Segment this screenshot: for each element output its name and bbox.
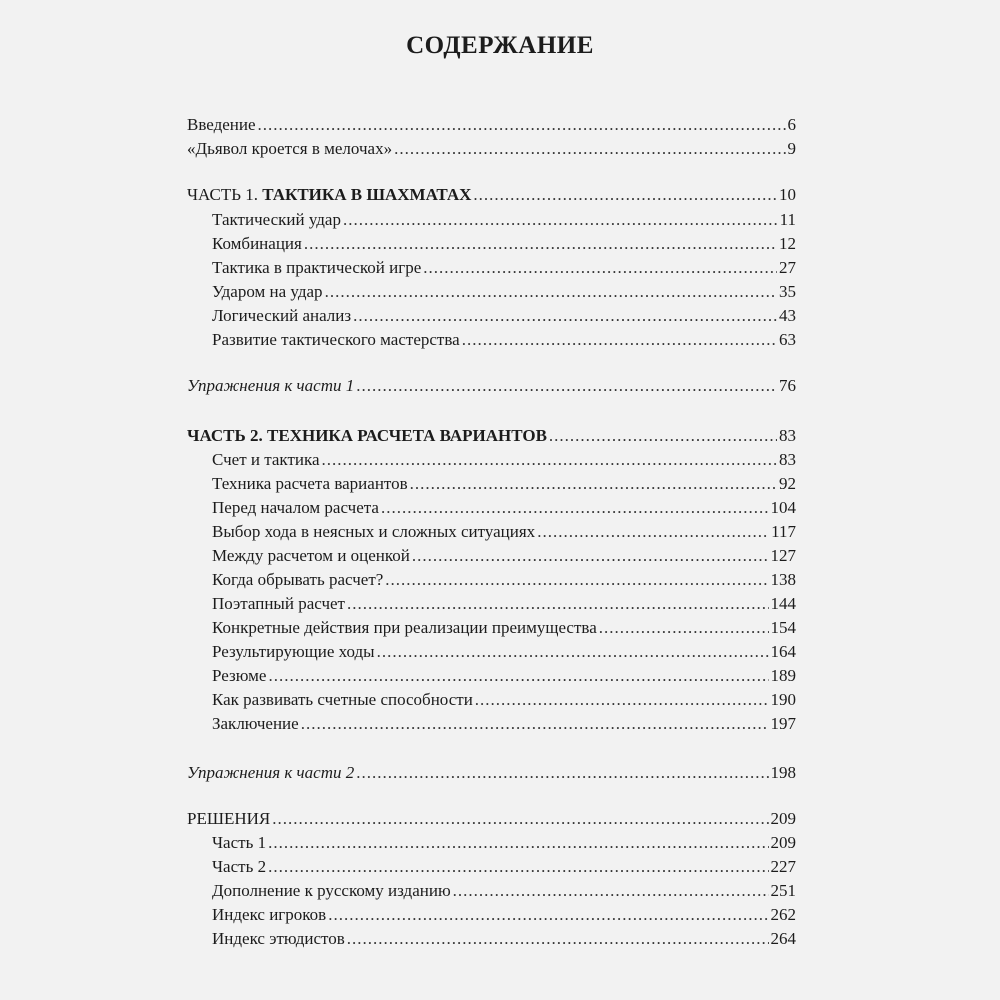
toc-entry-page: 189 bbox=[770, 666, 796, 685]
toc-entry[interactable] bbox=[212, 473, 796, 495]
leader-dots bbox=[475, 689, 769, 711]
toc-entry-label: «Дьявол кроется в мелочах» bbox=[187, 139, 393, 158]
toc-entry[interactable] bbox=[212, 209, 796, 231]
toc-entry-page: 251 bbox=[770, 881, 796, 900]
toc-entry-page: 117 bbox=[771, 522, 796, 541]
leader-dots bbox=[322, 449, 777, 471]
leader-dots bbox=[537, 521, 769, 543]
toc-entry-label: Перед началом расчета bbox=[212, 498, 379, 517]
toc-entry-label: Конкретные действия при реализации преимущества bbox=[212, 618, 597, 637]
toc-entry-label: РЕШЕНИЯ bbox=[187, 809, 271, 828]
toc-entry[interactable] bbox=[212, 257, 796, 279]
toc-entry[interactable] bbox=[212, 305, 796, 327]
leader-dots bbox=[343, 209, 778, 231]
leader-dots bbox=[258, 114, 786, 136]
leader-dots bbox=[272, 808, 768, 830]
leader-dots bbox=[462, 329, 777, 351]
toc-entry-label: Между расчетом и оценкой bbox=[212, 546, 410, 565]
toc-entry-page: 27 bbox=[779, 258, 796, 277]
toc-entry-label: Счет и тактика bbox=[212, 450, 320, 469]
leader-dots bbox=[356, 762, 768, 784]
toc-entry-label: Заключение bbox=[212, 714, 299, 733]
leader-dots bbox=[377, 641, 769, 663]
leader-dots bbox=[599, 617, 769, 639]
toc-entry-label: Ударом на удар bbox=[212, 282, 323, 301]
toc-solutions[interactable] bbox=[187, 808, 796, 830]
toc-entry-label: Дополнение к русскому изданию bbox=[212, 881, 451, 900]
toc-entry-page: 197 bbox=[770, 714, 796, 733]
toc-entry-introduction[interactable] bbox=[187, 114, 796, 136]
toc-entry[interactable] bbox=[212, 713, 796, 735]
toc-entry[interactable] bbox=[212, 880, 796, 902]
toc-entry-page: 190 bbox=[770, 690, 796, 709]
toc-part-2[interactable] bbox=[187, 425, 796, 447]
toc-entry-page: 10 bbox=[779, 185, 796, 204]
toc-entry[interactable] bbox=[212, 497, 796, 519]
leader-dots bbox=[549, 425, 777, 447]
page-title: СОДЕРЖАНИЕ bbox=[406, 32, 594, 59]
leader-dots bbox=[304, 233, 777, 255]
toc-entry-label: Результирующие ходы bbox=[212, 642, 375, 661]
toc-entry-page: 209 bbox=[770, 833, 796, 852]
toc-entry-page: 262 bbox=[770, 905, 796, 924]
leader-dots bbox=[410, 473, 777, 495]
toc-entry-page: 76 bbox=[779, 376, 796, 395]
toc-exercises-part-2[interactable] bbox=[187, 762, 796, 784]
toc-entry-page: 12 bbox=[779, 234, 796, 253]
leader-dots bbox=[325, 281, 777, 303]
leader-dots bbox=[394, 138, 785, 160]
toc-entry-label: Упражнения к части 1 bbox=[187, 376, 355, 395]
toc-entry-page: 198 bbox=[770, 763, 796, 782]
leader-dots bbox=[301, 713, 769, 735]
toc-entry-page: 264 bbox=[770, 929, 796, 948]
toc-entry-label: Развитие тактического мастерства bbox=[212, 330, 460, 349]
toc-entry[interactable] bbox=[212, 329, 796, 351]
toc-entry-page: 43 bbox=[779, 306, 796, 325]
toc-part-label bbox=[187, 184, 471, 206]
toc-entry-page: 209 bbox=[770, 809, 796, 828]
leader-dots bbox=[268, 665, 768, 687]
leader-dots bbox=[385, 569, 768, 591]
toc-entry-label: Комбинация bbox=[212, 234, 302, 253]
toc-entry-label: Тактика в практической игре bbox=[212, 258, 422, 277]
toc-entry[interactable] bbox=[212, 832, 796, 854]
toc-entry[interactable] bbox=[212, 545, 796, 567]
toc-part-label bbox=[187, 425, 547, 447]
toc-entry-label: Тактический удар bbox=[212, 210, 341, 229]
leader-dots bbox=[412, 545, 769, 567]
toc-entry-page: 6 bbox=[787, 115, 796, 134]
leader-dots bbox=[381, 497, 769, 519]
toc-part-title: ЧАСТЬ 2. ТЕХНИКА РАСЧЕТА ВАРИАНТОВ bbox=[187, 426, 547, 445]
toc-entry-page: 104 bbox=[770, 498, 796, 517]
leader-dots bbox=[423, 257, 777, 279]
toc-entry[interactable] bbox=[212, 281, 796, 303]
toc-entry[interactable] bbox=[212, 569, 796, 591]
toc-entry-label: Как развивать счетные способности bbox=[212, 690, 473, 709]
toc-entry[interactable] bbox=[212, 449, 796, 471]
toc-entry-page: 127 bbox=[770, 546, 796, 565]
toc-entry-label: Индекс игроков bbox=[212, 905, 327, 924]
toc-exercises-part-1[interactable] bbox=[187, 375, 796, 397]
toc-entry[interactable] bbox=[212, 641, 796, 663]
toc-entry-label: Выбор хода в неясных и сложных ситуациях bbox=[212, 522, 536, 541]
toc-part-1[interactable] bbox=[187, 184, 796, 206]
toc-entry-label: Часть 2 bbox=[212, 857, 267, 876]
toc-entry-page: 63 bbox=[779, 330, 796, 349]
toc-entry-page: 164 bbox=[770, 642, 796, 661]
toc-entry[interactable] bbox=[212, 233, 796, 255]
toc-entry[interactable] bbox=[212, 904, 796, 926]
toc-entry-label: Техника расчета вариантов bbox=[212, 474, 408, 493]
toc-entry[interactable] bbox=[212, 856, 796, 878]
leader-dots bbox=[268, 856, 768, 878]
toc-entry-page: 9 bbox=[787, 139, 796, 158]
leader-dots bbox=[347, 928, 769, 950]
toc-entry-page: 144 bbox=[770, 594, 796, 613]
toc-entry[interactable] bbox=[212, 665, 796, 687]
toc-entry-page: 92 bbox=[779, 474, 796, 493]
leader-dots bbox=[453, 880, 769, 902]
toc-entry-label: Поэтапный расчет bbox=[212, 594, 345, 613]
toc-entry-page: 154 bbox=[770, 618, 796, 637]
toc-part-prefix: ЧАСТЬ 1. bbox=[187, 185, 263, 204]
toc-entry[interactable] bbox=[212, 689, 796, 711]
toc-entry[interactable] bbox=[212, 593, 796, 615]
toc-entry-label: Введение bbox=[187, 115, 256, 134]
toc-entry-label: Часть 1 bbox=[212, 833, 267, 852]
toc-part-title: ТАКТИКА В ШАХМАТАХ bbox=[262, 185, 472, 204]
toc-entry[interactable] bbox=[212, 617, 796, 639]
toc-entry-label: Резюме bbox=[212, 666, 267, 685]
toc-entry-page: 138 bbox=[770, 570, 796, 589]
leader-dots bbox=[328, 904, 768, 926]
toc-entry-label: Упражнения к части 2 bbox=[187, 763, 355, 782]
toc-entry-page: 35 bbox=[779, 282, 796, 301]
toc-entry-label: Когда обрывать расчет? bbox=[212, 570, 384, 589]
toc-entry[interactable] bbox=[212, 928, 796, 950]
leader-dots bbox=[473, 184, 777, 206]
leader-dots bbox=[353, 305, 777, 327]
toc-entry-label: Индекс этюдистов bbox=[212, 929, 345, 948]
toc-entry-page: 11 bbox=[779, 210, 796, 229]
toc-entry-page: 83 bbox=[779, 426, 796, 445]
toc-entry-devil-in-details[interactable] bbox=[187, 138, 796, 160]
toc-entry-label: Логический анализ bbox=[212, 306, 352, 325]
toc-entry-page: 227 bbox=[770, 857, 796, 876]
leader-dots bbox=[268, 832, 768, 854]
leader-dots bbox=[347, 593, 769, 615]
toc-entry-page: 83 bbox=[779, 450, 796, 469]
leader-dots bbox=[356, 375, 777, 397]
toc-entry[interactable] bbox=[212, 521, 796, 543]
